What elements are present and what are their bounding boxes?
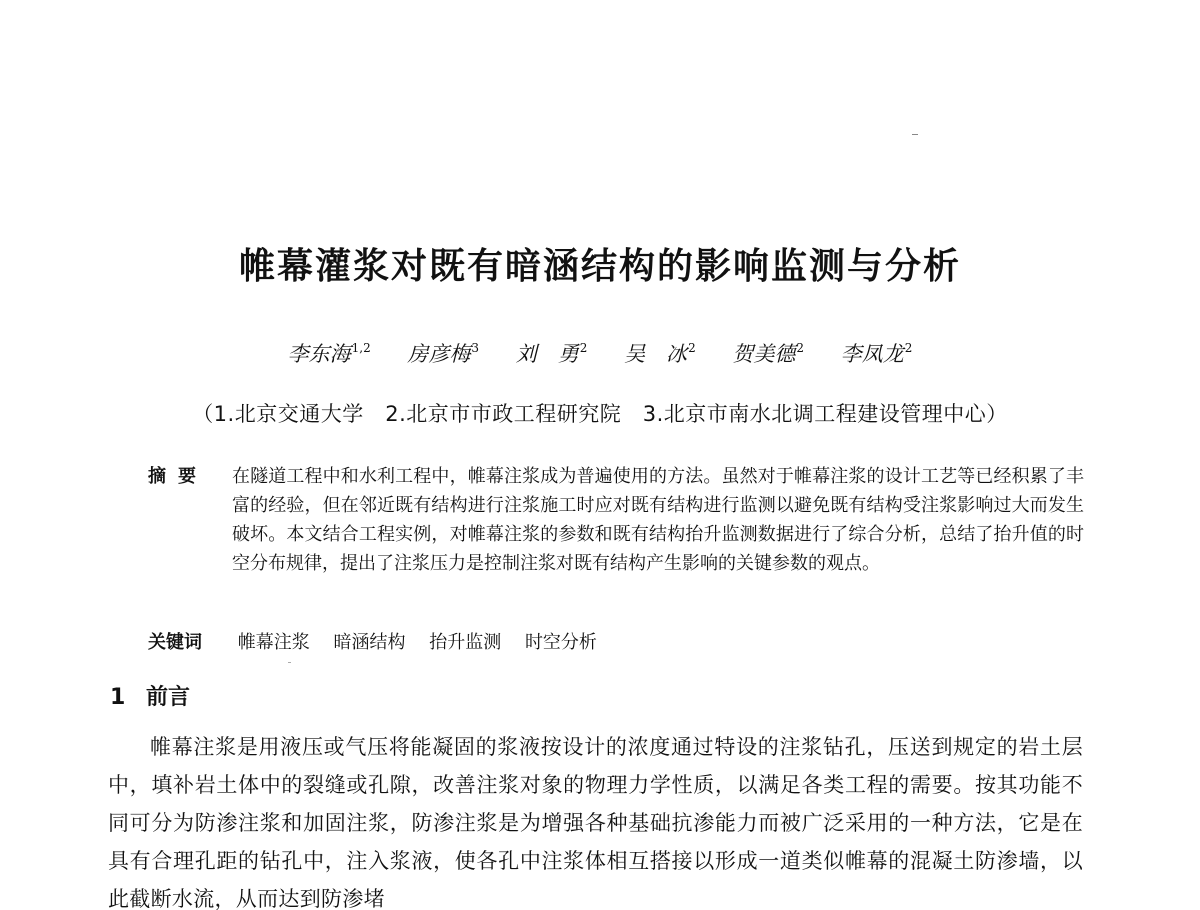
author-name: 房彦梅 bbox=[407, 342, 471, 366]
paper-title: 帷幕灌浆对既有暗涵结构的影响监测与分析 bbox=[238, 246, 961, 287]
author-name: 吴 冰 bbox=[624, 342, 688, 366]
author bbox=[516, 338, 588, 368]
author bbox=[624, 338, 696, 368]
affiliations: （1.北京交通大学 2.北京市市政工程研究院 3.北京市南水北调工程建设管理中心） bbox=[192, 402, 1008, 426]
author-name: 刘 勇 bbox=[515, 342, 579, 366]
author-name: 李东海 bbox=[287, 342, 351, 366]
author bbox=[288, 338, 371, 368]
author-affiliation-mark: 2 bbox=[688, 341, 696, 355]
abstract-text: 在隧道工程中和水利工程中，帷幕注浆成为普遍使用的方法。虽然对于帷幕注浆的设计工艺等已经积累了丰富的经验，但在邻近既有结构进行注浆施工时应对既有结构进行监测以避免既有结构受注浆影响过大而发生破坏。本文结合工程实例，对帷幕注浆的参数和既有结构抬升监测数据进行了综合分析，总结了抬升值的时空分布规律，提出了注浆压力是控制注浆对既有结构产生影响的关键参数的观点。 bbox=[232, 466, 1084, 574]
body-paragraph: 帷幕注浆是用液压或气压将能凝固的浆液按设计的浓度通过特设的注浆钻孔，压送到规定的岩土层中，填补岩土体中的裂缝或孔隙，改善注浆对象的物理力学性质，以满足各类工程的需要。按其功能不同可分为防渗注浆和加固注浆，防渗注浆是为增强各种基础抗渗能力而被广泛采用的一种方法，它是在具有合理孔距的钻孔中，注入浆液，使各孔中注浆体相互搭接以形成一道类似帷幕的混凝土防渗墙，以此截断水流，从而达到防渗堵 bbox=[108, 735, 1083, 910]
author bbox=[841, 338, 913, 368]
author-affiliation-mark: 2 bbox=[796, 341, 805, 355]
author-name: 李凤龙 bbox=[840, 342, 904, 366]
section-heading bbox=[110, 680, 190, 711]
keyword: 暗涵结构 bbox=[333, 632, 406, 653]
scan-speck bbox=[912, 134, 918, 135]
scan-speck bbox=[288, 662, 291, 663]
author bbox=[407, 338, 479, 368]
author-list bbox=[0, 338, 1200, 368]
author-affiliation-mark: 3 bbox=[471, 341, 480, 355]
abstract-label: 摘要 bbox=[148, 466, 208, 487]
keywords-label: 关键词 bbox=[148, 632, 202, 653]
keyword: 帷幕注浆 bbox=[237, 632, 310, 653]
author-affiliation-mark: 1,2 bbox=[351, 341, 371, 355]
keyword: 时空分析 bbox=[524, 632, 597, 653]
author-name: 贺美德 bbox=[732, 342, 796, 366]
author bbox=[732, 338, 804, 368]
keywords bbox=[148, 628, 1088, 654]
author-affiliation-mark: 2 bbox=[904, 341, 913, 355]
section-number: 1 bbox=[110, 685, 126, 710]
section-title: 前言 bbox=[146, 685, 191, 710]
keyword: 抬升监测 bbox=[429, 632, 502, 653]
author-affiliation-mark: 2 bbox=[579, 341, 588, 355]
